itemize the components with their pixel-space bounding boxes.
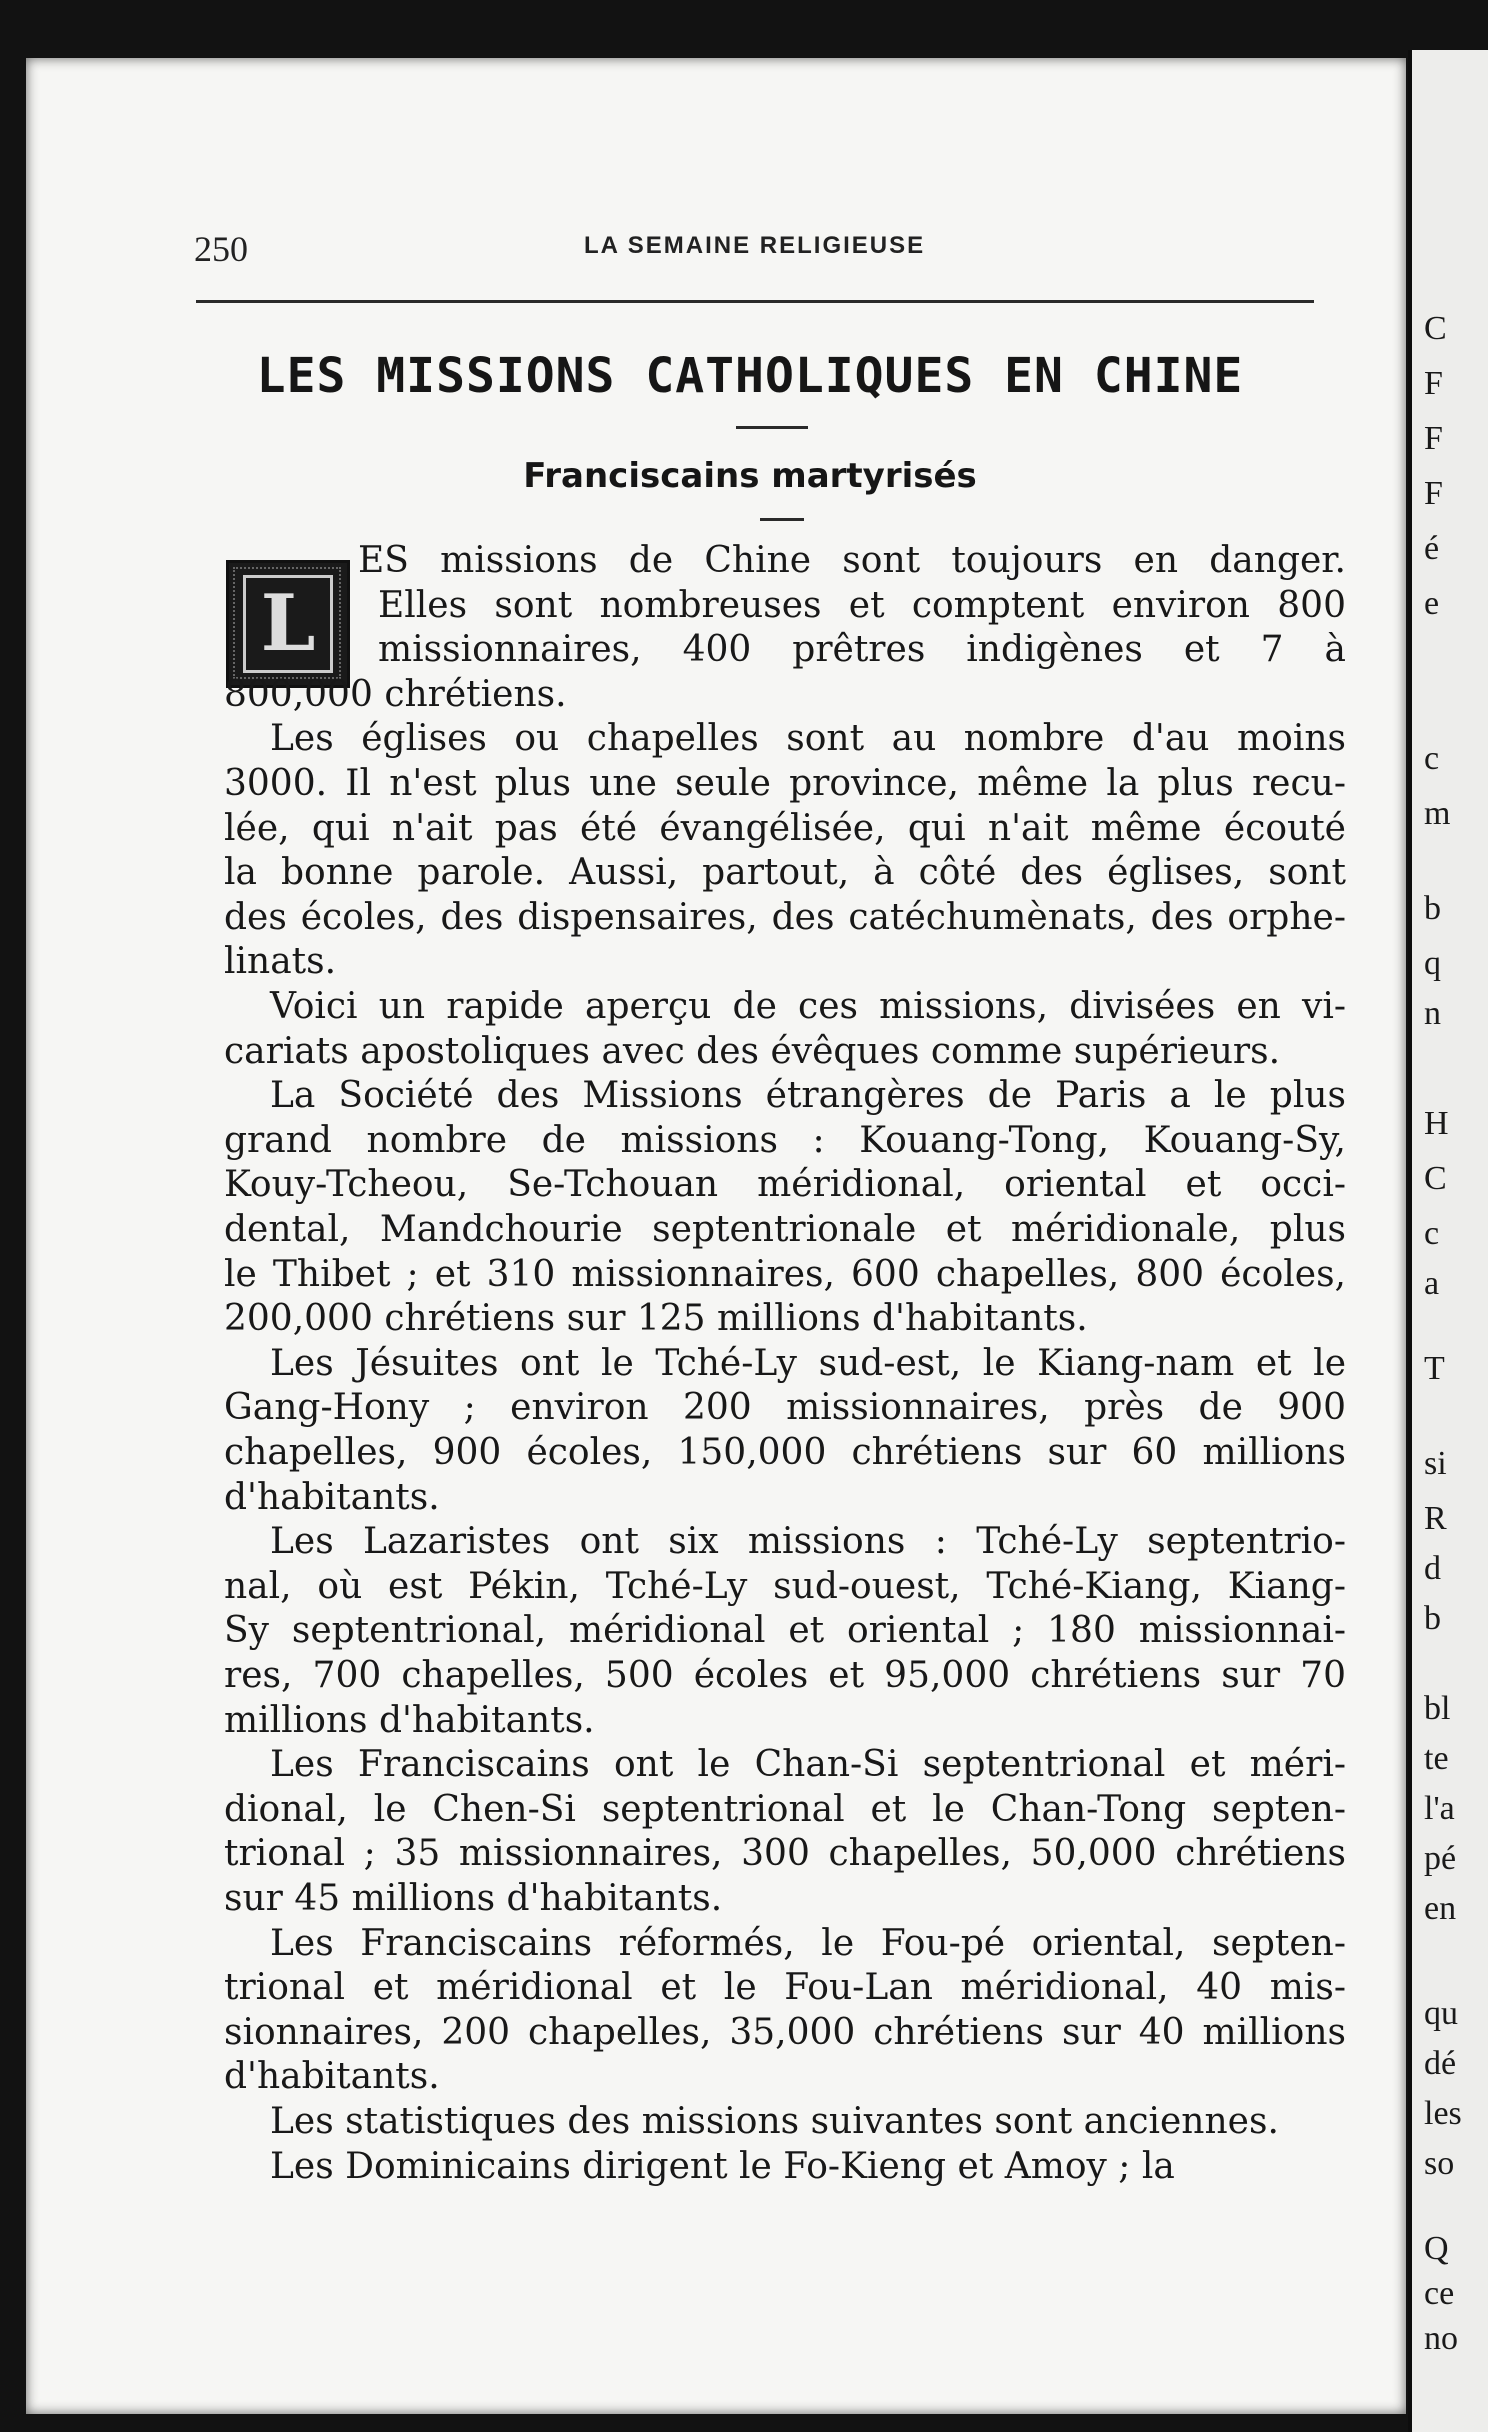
article-title: LES MISSIONS CATHOLIQUES EN CHINE (256, 348, 1244, 404)
text-line: dental, Mandchourie septentrionale et méridionale, plus (224, 1209, 1346, 1250)
text-line: trional ; 35 missionnaires, 300 chapelles, 50,000 chrétiens (224, 1833, 1346, 1874)
facing-page-fragment: m (1424, 795, 1451, 832)
facing-page-fragment: l'a (1424, 1790, 1455, 1827)
page-header (194, 228, 1314, 268)
text-line: chapelles, 900 écoles, 150,000 chrétiens sur 60 millions (224, 1432, 1346, 1473)
facing-page-fragment: pé (1424, 1840, 1457, 1877)
text-line: le Thibet ; et 310 missionnaires, 600 chapelles, 800 écoles, (224, 1254, 1346, 1295)
text-line: sur 45 millions d'habitants. (224, 1878, 723, 1919)
facing-page-fragment: F (1424, 475, 1443, 512)
text-line: Les statistiques des missions suivantes sont anciennes. (270, 2101, 1279, 2142)
facing-page-fragment: R (1424, 1500, 1447, 1537)
facing-page-fragment: n (1424, 995, 1441, 1032)
facing-page-fragment: bl (1424, 1690, 1451, 1727)
facing-page-fragment: b (1424, 1600, 1441, 1637)
text-line: res, 700 chapelles, 500 écoles et 95,000 chrétiens sur 70 (224, 1655, 1346, 1696)
text-line: Les Dominicains dirigent le Fo-Kieng et Amoy ; la (270, 2146, 1175, 2187)
facing-page-fragment: é (1424, 530, 1440, 567)
facing-page-fragment: c (1424, 1215, 1440, 1252)
text-line: des écoles, des dispensaires, des catéchumènats, des orphe- (224, 897, 1346, 938)
facing-page-fragment: q (1424, 945, 1441, 982)
facing-page-fragment: les (1424, 2095, 1462, 2132)
text-line: missionnaires, 400 prêtres indigènes et 7 à (378, 629, 1346, 670)
article-subtitle: Franciscains martyrisés (523, 456, 977, 496)
drop-cap-letter: L (243, 575, 333, 673)
text-line: Gang-Hony ; environ 200 missionnaires, près de 900 (224, 1387, 1346, 1428)
header-rule (196, 300, 1314, 303)
text-line: lée, qui n'ait pas été évangélisée, qui n'ait même écouté (224, 808, 1346, 849)
facing-page-fragment: d (1424, 1550, 1441, 1587)
text-line: la bonne parole. Aussi, partout, à côté des églises, sont (224, 852, 1346, 893)
text-line: 200,000 chrétiens sur 125 millions d'habitants. (224, 1298, 1088, 1339)
facing-page-fragment: no (1424, 2320, 1458, 2357)
title-rule (736, 426, 808, 429)
facing-page-fragment: T (1424, 1350, 1445, 1387)
text-line: Les Franciscains réformés, le Fou-pé oriental, septen- (270, 1923, 1346, 1964)
facing-page-fragment: F (1424, 365, 1443, 402)
facing-page-fragment: C (1424, 1160, 1447, 1197)
text-line: trional et méridional et le Fou-Lan méridional, 40 mis- (224, 1967, 1346, 2008)
facing-page-fragment: e (1424, 585, 1440, 622)
text-line: grand nombre de missions : Kouang-Tong, Kouang-Sy, (224, 1120, 1346, 1161)
text-line: Kouy-Tcheou, Se-Tchouan méridional, oriental et occi- (224, 1164, 1346, 1205)
text-line: dional, le Chen-Si septentrional et le Chan-Tong septen- (224, 1789, 1346, 1830)
facing-page-fragment: so (1424, 2145, 1455, 2182)
text-line: Les Franciscains ont le Chan-Si septentrional et méri- (270, 1744, 1346, 1785)
text-line: cariats apostoliques avec des évêques comme supérieurs. (224, 1031, 1281, 1072)
page-number: 250 (194, 229, 248, 269)
text-line: Les Jésuites ont le Tché-Ly sud-est, le Kiang-nam et le (270, 1343, 1346, 1384)
facing-page-fragment: Q (1424, 2230, 1449, 2267)
text-line: d'habitants. (224, 2056, 440, 2097)
running-head: LA SEMAINE RELIGIEUSE (584, 232, 926, 259)
text-line: d'habitants. (224, 1477, 440, 1518)
text-line: Voici un rapide aperçu de ces missions, divisées en vi- (270, 986, 1346, 1027)
text-line: 800,000 chrétiens. (224, 674, 567, 715)
text-line: Les Lazaristes ont six missions : Tché-Ly septentrio- (270, 1521, 1346, 1562)
facing-page-fragment: c (1424, 740, 1440, 777)
facing-page-fragment: C (1424, 310, 1447, 347)
facing-page-fragment: b (1424, 890, 1441, 927)
facing-page-fragment: qu (1424, 1995, 1458, 2032)
text-line: Sy septentrional, méridional et oriental ; 180 missionnai- (224, 1610, 1346, 1651)
facing-page-fragment: a (1424, 1265, 1440, 1302)
facing-page-fragment: en (1424, 1890, 1457, 1927)
facing-page-fragment: H (1424, 1105, 1449, 1142)
text-line: nal, où est Pékin, Tché-Ly sud-ouest, Tché-Kiang, Kiang- (224, 1566, 1346, 1607)
facing-page-fragment: F (1424, 420, 1443, 457)
facing-page-edge (1408, 50, 1488, 2432)
text-line: sionnaires, 200 chapelles, 35,000 chrétiens sur 40 millions (224, 2012, 1346, 2053)
facing-page-fragment: dé (1424, 2045, 1457, 2082)
text-line: millions d'habitants. (224, 1700, 595, 1741)
text-line: ES missions de Chine sont toujours en danger. (358, 540, 1346, 581)
text-line: linats. (224, 941, 337, 982)
text-line: Elles sont nombreuses et comptent environ 800 (378, 585, 1346, 626)
facing-page-fragment: si (1424, 1445, 1447, 1482)
facing-page-fragment: te (1424, 1740, 1449, 1777)
text-line: Les églises ou chapelles sont au nombre d'au moins (270, 718, 1346, 759)
text-line: 3000. Il n'est plus une seule province, même la plus recu- (224, 763, 1346, 804)
text-line: La Société des Missions étrangères de Paris a le plus (270, 1075, 1346, 1116)
facing-page-fragment: ce (1424, 2275, 1455, 2312)
subtitle-rule (760, 518, 804, 521)
article-body (224, 540, 1346, 2210)
